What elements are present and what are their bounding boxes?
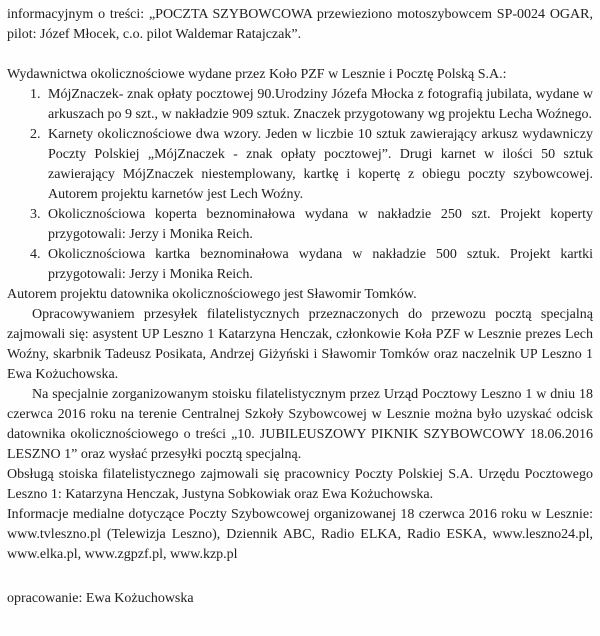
datownik-credit-line: Autorem projektu datownika okolicznościowego jest Sławomir Tomków. <box>7 287 417 302</box>
paragraph-mail-processing: Opracowywaniem przesyłek filatelistycznych przeznaczonych do przewozu pocztą specjalną zajmowali się: asystent UP Leszno 1 Katarzyna Henczak, członkowie Koła PZF w Lesznie prezes Lech Woźny, skarbnik Tadeusz Posikata, Andrzej Giżyński i Sławomir Tomków oraz naczelnik UP Leszno 1 Ewa Kożuchowska. <box>7 307 593 382</box>
list-item <box>7 245 593 285</box>
author-credit: opracowanie: Ewa Kożuchowska <box>7 591 194 606</box>
list-item <box>7 125 593 205</box>
list-item-number: 1. <box>30 87 41 102</box>
paragraph-philatelic-stand: Na specjalnie zorganizowanym stoisku filatelistycznym przez Urząd Pocztowy Leszno 1 w dniu 18 czerwca 2016 roku na terenie Centralnej Szkoły Szybowcowej w Lesznie można było uzyskać odcisk datownika okolicznościowego o treści „10. JUBILEUSZOWY PIKNIK SZYBOWCOWY 18.06.2016 LESZNO 1” oraz wysłać przesyłki pocztą specjalną. <box>7 387 593 462</box>
section-heading: Wydawnictwa okolicznościowe wydane przez Koło PZF w Lesznie i Pocztę Polską S.A.: <box>7 67 507 82</box>
list-item-text: Okolicznościowa kartka beznominałowa wydana w nakładzie 500 sztuk. Projekt kartki przygotowali: Jerzy i Monika Reich. <box>48 247 593 282</box>
numbered-list <box>7 85 593 285</box>
list-item <box>7 205 593 245</box>
list-item-number: 4. <box>30 247 41 262</box>
list-item-number: 2. <box>30 127 41 142</box>
paragraph-media-info: Informacje medialne dotyczące Poczty Szybowcowej organizowanej 18 czerwca 2016 roku w Lesznie: www.tvleszno.pl (Telewizja Leszno), Dziennik ABC, Radio ELKA, Radio ESKA, www.leszno24.pl, www.elka.pl, www.zgpzf.pl, www.kzp.pl <box>7 507 593 562</box>
paragraph-stand-staff: Obsługą stoiska filatelistycznego zajmowali się pracownicy Poczty Polskiej S.A. Urzędu Pocztowego Leszno 1: Katarzyna Henczak, Justyna Sobkowiak oraz Ewa Kożuchowska. <box>7 467 593 502</box>
list-item-text: Okolicznościowa koperta beznominałowa wydana w nakładzie 250 szt. Projekt koperty przygotowali: Jerzy i Monika Reich. <box>48 207 593 242</box>
list-item-text: MójZnaczek- znak opłaty pocztowej 90.Urodziny Józefa Młocka z fotografią jubilata, wydane w arkuszach po 9 szt., w nakładzie 909 sztuk. Znaczek przygotowany wg projektu Lecha Woźnego. <box>48 87 593 122</box>
intro-paragraph: informacyjnym o treści: „POCZTA SZYBOWCOWA przewieziono motoszybowcem SP-0024 OGAR, pilot: Józef Młocek, c.o. pilot Waldemar Ratajczak”. <box>7 7 593 42</box>
list-item-text: Karnety okolicznościowe dwa wzory. Jeden w liczbie 10 sztuk zawierający arkusz wydawniczy Poczty Polskiej „MójZnaczek - znak opłaty pocztowej”. Drugi karnet w ilości 50 sztuk zawierający MójZnaczek niestemplowany, kartkę i kopertę z obiegu poczty szybowcowej. Autorem projektu karnetów jest Lech Woźny. <box>48 127 593 202</box>
list-item-number: 3. <box>30 207 41 222</box>
list-item <box>7 85 593 125</box>
